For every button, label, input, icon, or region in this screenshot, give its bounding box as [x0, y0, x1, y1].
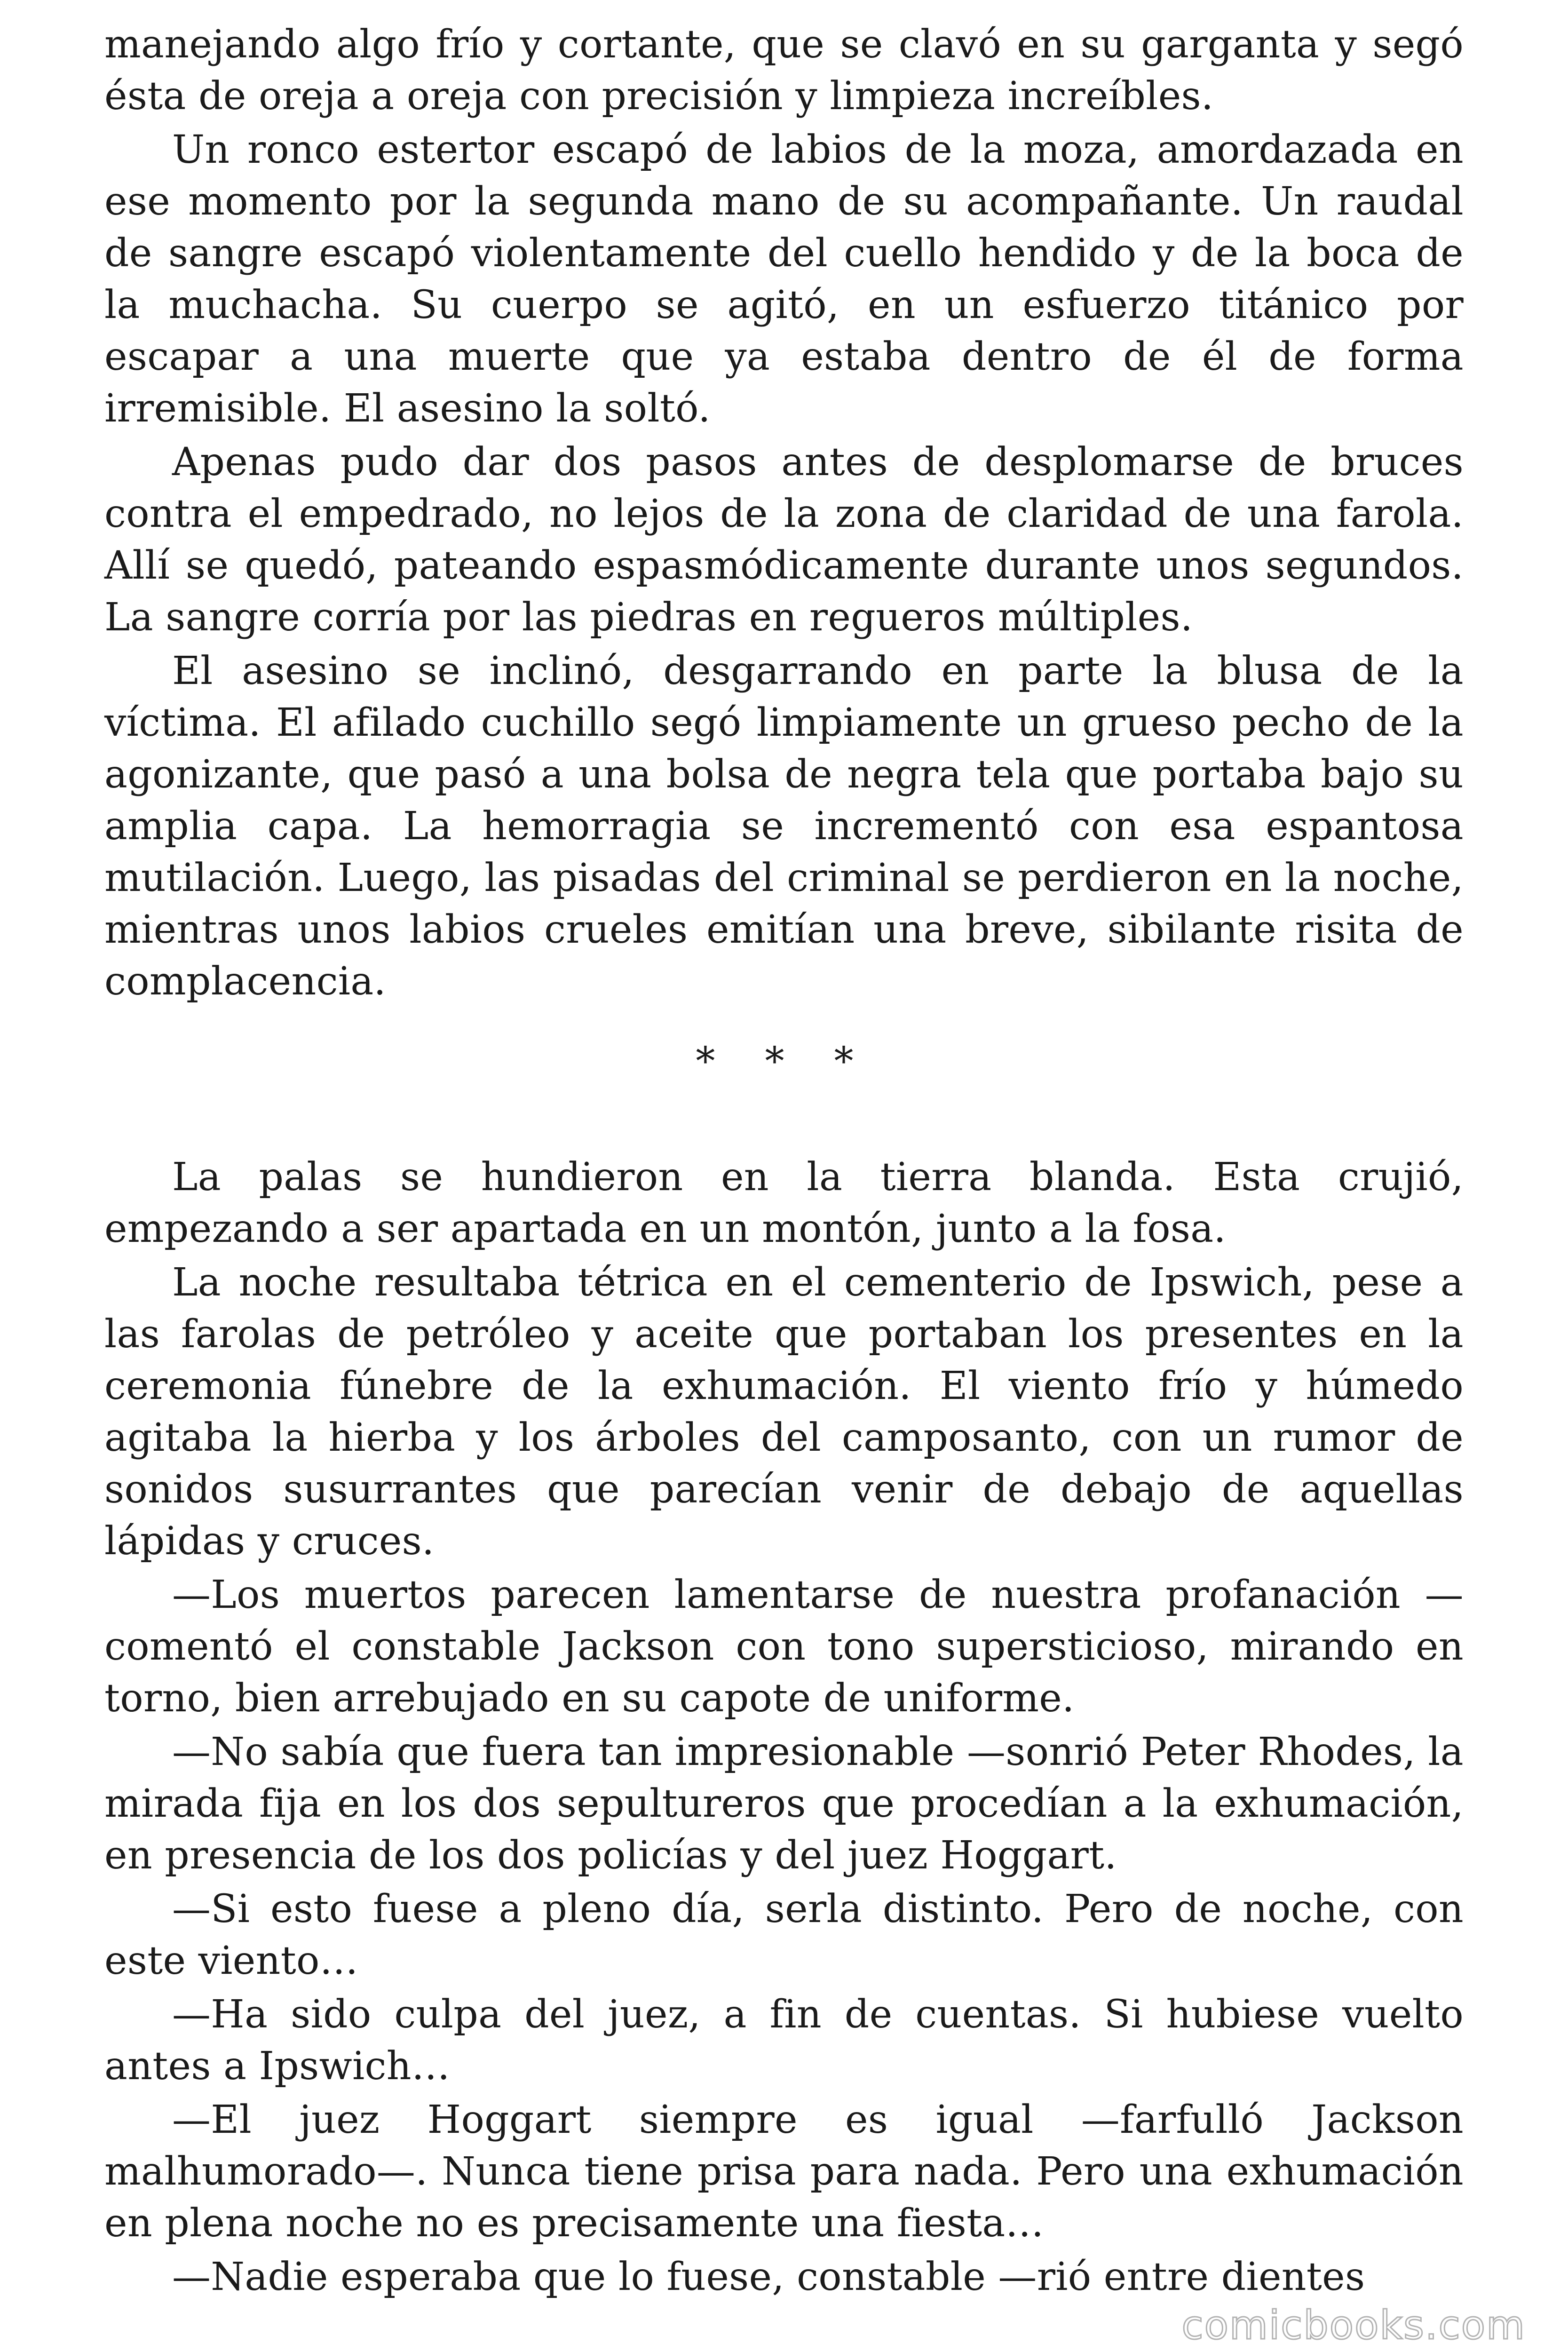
- paragraph: La noche resultaba tétrica en el cementerio de Ipswich, pese a las farolas de petróleo y aceite que portaban los presentes en la ceremonia fúnebre de la exhumación. El viento frío y húmedo agitaba la hierba y los árboles del camposanto, con un rumor de sonidos susurrantes que parecían venir de debajo de aquellas lápidas y cruces.: [104, 1260, 1464, 1564]
- paragraph: —No sabía que fuera tan impresionable —sonrió Peter Rhodes, la mirada fija en los dos sepultureros que procedían a la exhumación, en presencia de los dos policías y del juez Hoggart.: [104, 1730, 1464, 1878]
- paragraph: Apenas pudo dar dos pasos antes de desplomarse de bruces contra el empedrado, no lejos de la zona de claridad de una farola. Allí se quedó, pateando espasmódicamente durante unos segundos. La sangre corría por las piedras en regueros múltiples.: [104, 440, 1464, 640]
- paragraph: El asesino se inclinó, desgarrando en parte la blusa de la víctima. El afilado cuchillo segó limpiamente un grueso pecho de la agonizante, que pasó a una bolsa de negra tela que portaba bajo su amplia capa. La hemorragia se incrementó con esa espantosa mutilación. Luego, las pisadas del criminal se perdieron en la noche, mientras unos labios crueles emitían una breve, sibilante risita de complacencia.: [104, 649, 1464, 1004]
- paragraph: —Si esto fuese a pleno día, serla distinto. Pero de noche, con este viento…: [104, 1887, 1464, 1983]
- section-separator: * * *: [696, 1039, 872, 1084]
- paragraph: —Los muertos parecen lamentarse de nuestra profanación —comentó el constable Jackson con tono supersticioso, mirando en torno, bien arrebujado en su capote de uniforme.: [104, 1573, 1464, 1721]
- paragraph: La palas se hundieron en la tierra blanda. Esta crujió, empezando a ser apartada en un montón, junto a la fosa.: [104, 1155, 1464, 1251]
- paragraph: —Nadie esperaba que lo fuese, constable —rió entre dientes: [172, 2255, 1365, 2299]
- paragraph: —El juez Hoggart siempre es igual —farfulló Jackson malhumorado—. Nunca tiene prisa para nada. Pero una exhumación en plena noche no es precisamente una fiesta…: [104, 2098, 1464, 2246]
- page-body-text: [104, 19, 1464, 2305]
- paragraph: —Ha sido culpa del juez, a fin de cuentas. Si hubiese vuelto antes a Ipswich…: [104, 1992, 1464, 2089]
- watermark-logo: comicbooks.com: [1181, 2302, 1526, 2348]
- paragraph: Un ronco estertor escapó de labios de la moza, amordazada en ese momento por la segunda mano de su acompañante. Un raudal de sangre escapó violentamente del cuello hendido y de la boca de la muchacha. Su cuerpo se agitó, en un esfuerzo titánico por escapar a una muerte que ya estaba dentro de él de forma irremisible. El asesino la soltó.: [104, 127, 1464, 431]
- paragraph: manejando algo frío y cortante, que se clavó en su garganta y segó ésta de oreja a oreja con precisión y limpieza increíbles.: [104, 22, 1464, 119]
